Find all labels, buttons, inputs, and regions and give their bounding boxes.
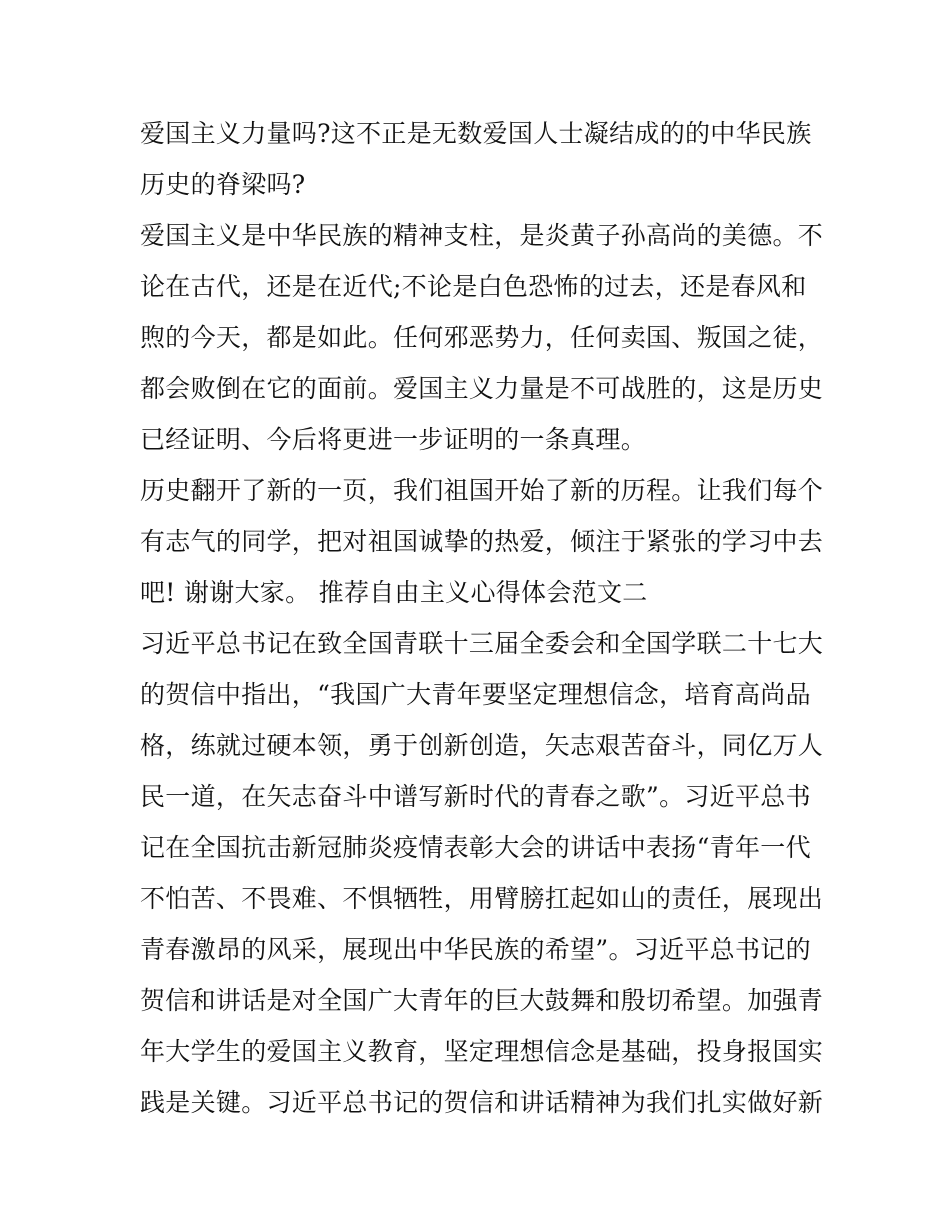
text-line: 青春激昂的风采，展现出中华民族的希望”。习近平总书记的 bbox=[140, 935, 811, 964]
text-line: 的贺信中指出，“我国广大青年要坚定理想信念，培育高尚品 bbox=[140, 680, 811, 709]
text-line: 有志气的同学，把对祖国诚挚的热爱，倾注于紧张的学习中去 bbox=[140, 527, 824, 556]
text-line: 爱国主义力量吗?这不正是无数爱国人士凝结成的的中华民族 bbox=[140, 119, 812, 148]
text-line: 践是关键。习近平总书记的贺信和讲话精神为我们扎实做好新 bbox=[140, 1088, 824, 1117]
text-line: 格，练就过硬本领，勇于创新创造，矢志艰苦奋斗，同亿万人 bbox=[140, 731, 824, 760]
text-line: 民一道，在矢志奋斗中谱写新时代的青春之歌”。习近平总书 bbox=[140, 782, 811, 811]
text-line: 煦的今天，都是如此。任何邪恶势力，任何卖国、叛国之徒， bbox=[140, 323, 824, 352]
document-body bbox=[140, 108, 824, 1128]
text-line: 历史的脊梁吗? bbox=[140, 170, 306, 199]
text-line: 习近平总书记在致全国青联十三届全委会和全国学联二十七大 bbox=[140, 629, 824, 658]
text-line: 论在古代，还是在近代;不论是白色恐怖的过去，还是春风和 bbox=[140, 272, 807, 301]
text-line: 记在全国抗击新冠肺炎疫情表彰大会的讲话中表扬“青年一代 bbox=[140, 833, 811, 862]
text-line: 不怕苦、不畏难、不惧牺牲，用臂膀扛起如山的责任，展现出 bbox=[140, 884, 824, 913]
text-line: 都会败倒在它的面前。爱国主义力量是不可战胜的，这是历史 bbox=[140, 374, 824, 403]
text-line: 历史翻开了新的一页，我们祖国开始了新的历程。让我们每个 bbox=[140, 476, 824, 505]
text-line: 贺信和讲话是对全国广大青年的巨大鼓舞和殷切希望。加强青 bbox=[140, 986, 824, 1015]
text-line: 吧! 谢谢大家。 推荐自由主义心得体会范文二 bbox=[140, 578, 648, 607]
text-line: 年大学生的爱国主义教育，坚定理想信念是基础，投身报国实 bbox=[140, 1037, 824, 1066]
text-line: 已经证明、今后将更进一步证明的一条真理。 bbox=[140, 425, 647, 454]
text-line: 爱国主义是中华民族的精神支柱，是炎黄子孙高尚的美德。不 bbox=[140, 221, 824, 250]
